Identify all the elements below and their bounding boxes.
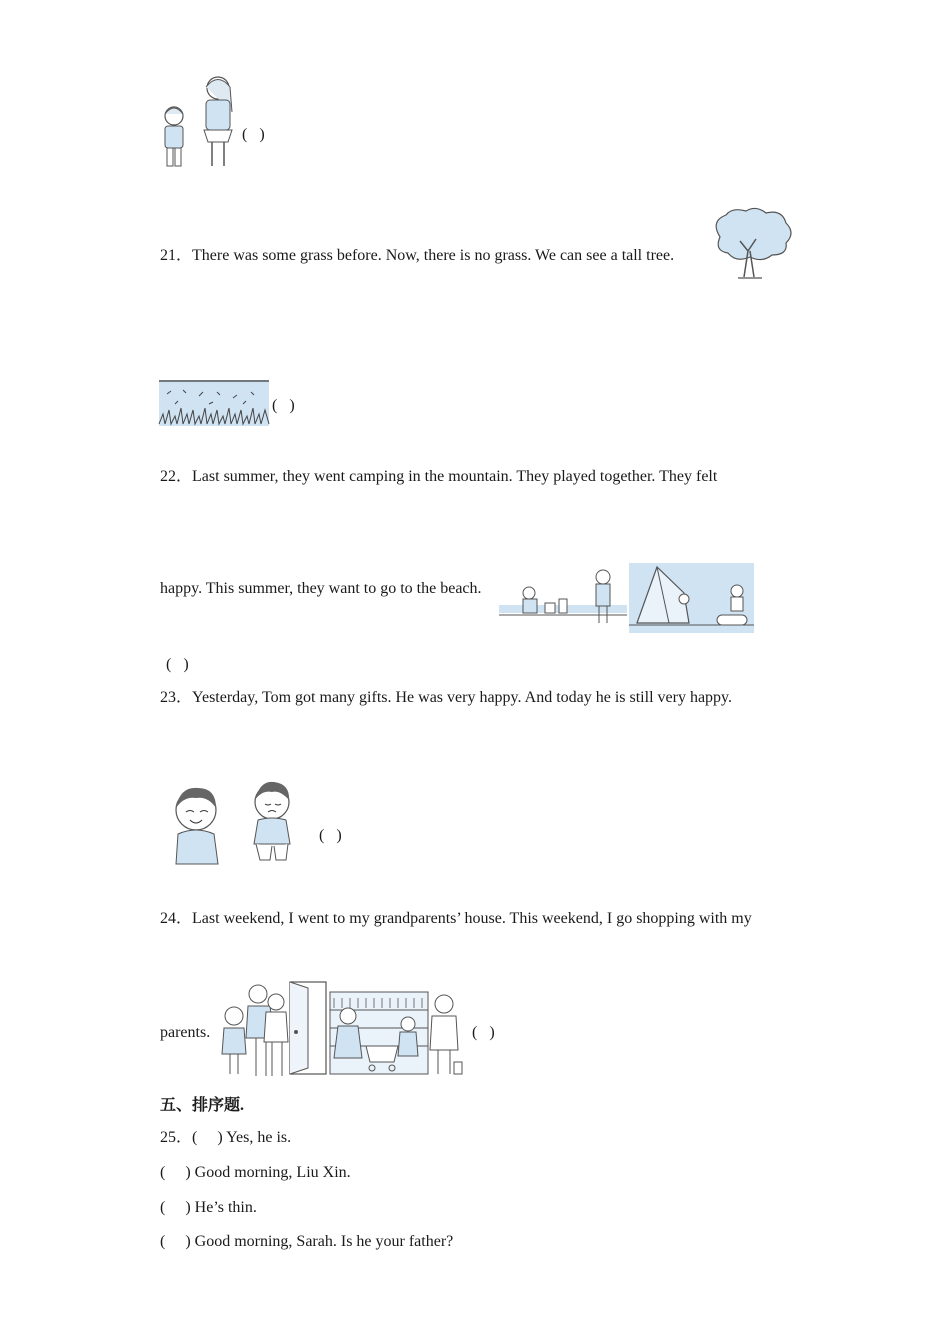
q25-line-1 bbox=[160, 1128, 291, 1148]
dialogue-text: Yes, he is. bbox=[226, 1129, 292, 1146]
question-number: 25． bbox=[160, 1129, 193, 1146]
question-22-line-1 bbox=[160, 467, 717, 487]
tree-illustration bbox=[710, 207, 792, 279]
answer-blank-20: ( ) bbox=[242, 126, 265, 143]
answer-blank: ( ) bbox=[160, 1233, 191, 1250]
boy-girl-illustration bbox=[158, 72, 238, 172]
dialogue-text: Good morning, Sarah. Is he your father? bbox=[194, 1233, 454, 1250]
answer-blank-21: ( ) bbox=[272, 397, 295, 414]
q25-line-4 bbox=[160, 1232, 453, 1252]
grass-illustration bbox=[159, 380, 269, 426]
question-text: Last summer, they went camping in the mountain. They played together. They felt bbox=[192, 468, 718, 485]
question-23 bbox=[160, 688, 732, 708]
question-22-line-2: happy. This summer, they want to go to the beach. bbox=[160, 580, 482, 597]
dialogue-text: Good morning, Liu Xin. bbox=[194, 1164, 351, 1181]
question-24-line-1 bbox=[160, 909, 752, 929]
q25-line-2 bbox=[160, 1163, 351, 1183]
question-24-line-2: parents. bbox=[160, 1024, 211, 1041]
question-number: 24． bbox=[160, 910, 193, 927]
answer-blank-24: ( ) bbox=[472, 1024, 495, 1041]
grandparents-and-shopping-illustration bbox=[218, 980, 464, 1078]
answer-blank: ( ) bbox=[160, 1164, 191, 1181]
answer-blank-22: ( ) bbox=[166, 656, 189, 673]
answer-blank: ( ) bbox=[192, 1129, 223, 1146]
happy-and-sad-boy-illustration bbox=[168, 780, 298, 870]
dialogue-text: He’s thin. bbox=[194, 1199, 257, 1216]
question-number: 22． bbox=[160, 468, 193, 485]
question-text: There was some grass before. Now, there is no grass. We can see a tall tree. bbox=[192, 247, 675, 264]
question-text: Last weekend, I went to my grandparents’ house. This weekend, I go shopping with my bbox=[192, 910, 752, 927]
question-number: 23． bbox=[160, 689, 193, 706]
answer-blank-23: ( ) bbox=[319, 827, 342, 844]
answer-blank: ( ) bbox=[160, 1199, 191, 1216]
beach-camping-illustration bbox=[499, 563, 754, 633]
section-5-heading: 五、排序题. bbox=[160, 1097, 245, 1114]
question-text: Yesterday, Tom got many gifts. He was very happy. And today he is still very happy. bbox=[192, 689, 733, 706]
question-21 bbox=[160, 246, 674, 266]
q25-line-3 bbox=[160, 1198, 257, 1218]
question-number: 21． bbox=[160, 247, 193, 264]
